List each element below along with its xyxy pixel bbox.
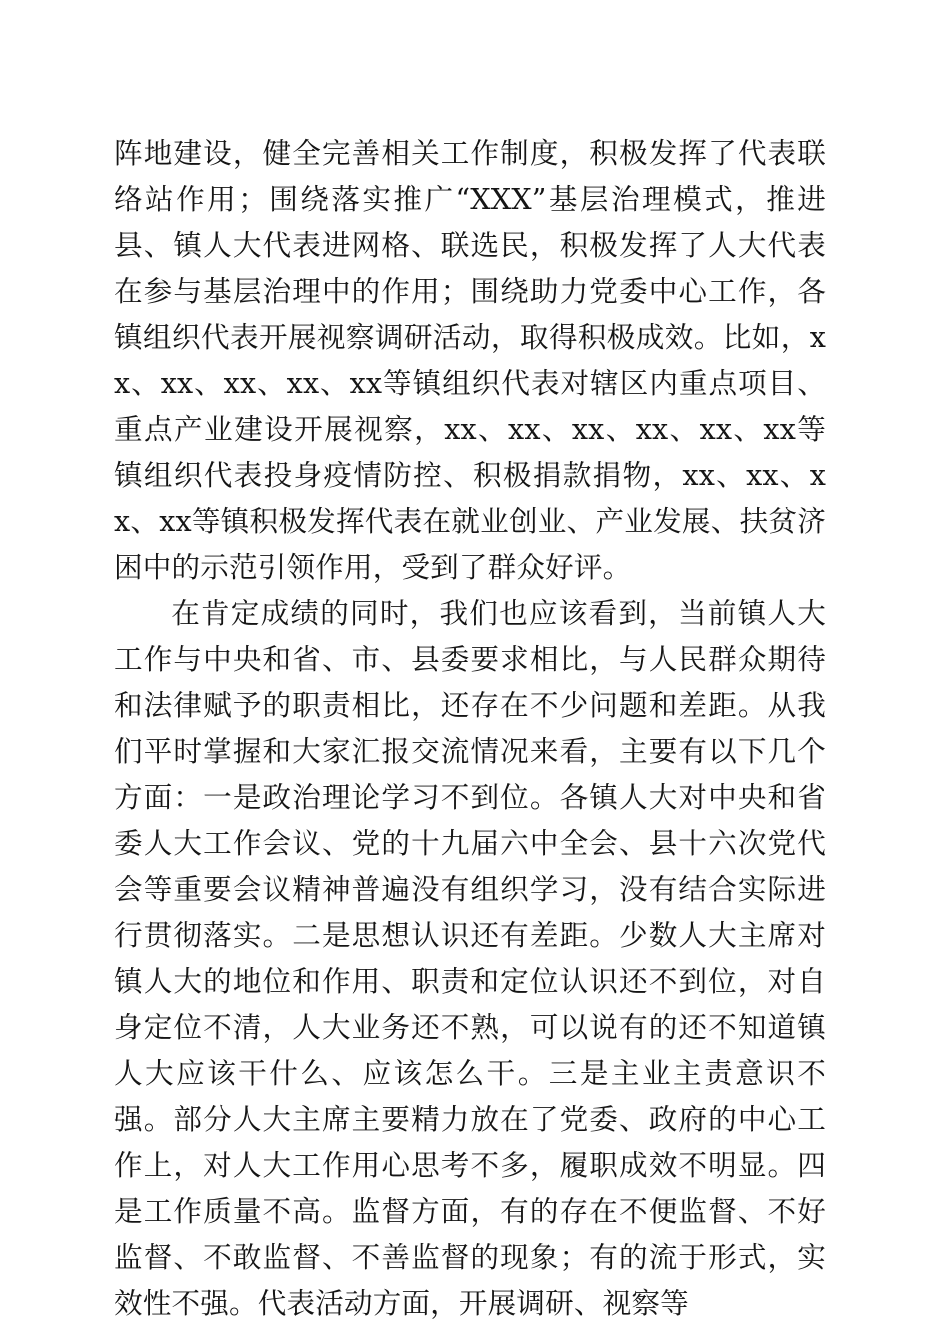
page-footer-area (0, 1174, 950, 1344)
document-body (114, 130, 826, 1326)
body-paragraph-2: 在肯定成绩的同时，我们也应该看到，当前镇人大工作与中央和省、市、县委要求相比，与人民群众期待和法律赋予的职责相比，还存在不少问题和差距。从我们平时掌握和大家汇报交流情况来看，主要有以下几个方面：一是政治理论学习不到位。各镇人大对中央和省委人大工作会议、党的十九届六中全会、县十六次党代会等重要会议精神普遍没有组织学习，没有结合实际进行贯彻落实。二是思想认识还有差距。少数人大主席对镇人大的地位和作用、职责和定位认识还不到位，对自身定位不清，人大业务还不熟，可以说有的还不知道镇人大应该干什么、应该怎么干。三是主业主责意识不强。部分人大主席主要精力放在了党委、政府的中心工作上，对人大工作用心思考不多，履职成效不明显。四是工作质量不高。监督方面，有的存在不便监督、不好监督、不敢监督、不善监督的现象；有的流于形式，实效性不强。代表活动方面，开展调研、视察等 (114, 596, 826, 1320)
body-paragraph-1: 阵地建设，健全完善相关工作制度，积极发挥了代表联络站作用；围绕落实推广“XXX”基层治理模式，推进县、镇人大代表进网格、联选民，积极发挥了人大代表在参与基层治理中的作用；围绕助力党委中心工作，各镇组织代表开展视察调研活动，取得积极成效。比如，xx、xx、xx、xx、xx等镇组织代表对辖区内重点项目、重点产业建设开展视察，xx、xx、xx、xx、xx、xx等镇组织代表投身疫情防控、积极捐款捐物，xx、xx、xx、xx等镇积极发挥代表在就业创业、产业发展、扶贫济困中的示范引领作用，受到了群众好评。 (114, 136, 826, 584)
